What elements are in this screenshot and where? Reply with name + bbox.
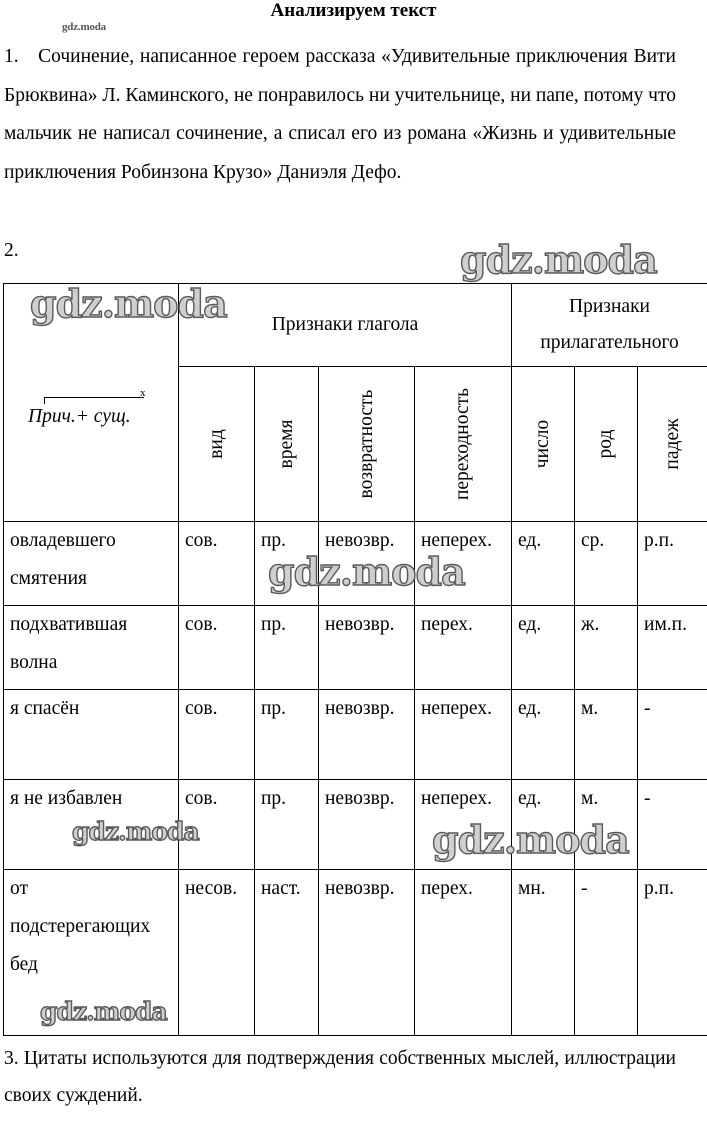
watermark: gdz.moda	[268, 549, 465, 594]
group-adjective-header	[512, 284, 707, 367]
table-cell: ж.	[575, 606, 638, 690]
table-cell: сов.	[179, 522, 255, 606]
table-cell: ед.	[512, 780, 575, 870]
group-adjective-line2: прилагательного	[540, 332, 679, 353]
table-cell: ср.	[575, 522, 638, 606]
table-cell: перех.	[415, 606, 512, 690]
row-phrase: подхватившая волна	[4, 606, 179, 690]
table-row	[4, 606, 707, 690]
table-cell: пр.	[255, 690, 319, 780]
header-perekhodnost: переходность	[415, 367, 512, 522]
table-row	[4, 870, 707, 1036]
table-cell: пр.	[255, 780, 319, 870]
watermark: gdz.moda	[460, 237, 657, 282]
header-vremya: время	[255, 367, 319, 522]
table-cell: мн.	[512, 870, 575, 1036]
corner-cell	[4, 284, 179, 522]
table-cell: -	[638, 690, 707, 780]
header-vid: вид	[179, 367, 255, 522]
table-row	[4, 522, 707, 606]
table-cell: неперех.	[415, 690, 512, 780]
watermark: gdz.moda	[432, 817, 629, 862]
table-cell: невозвр.	[319, 780, 415, 870]
row-phrase: овладевшего смятения	[4, 522, 179, 606]
header-padezh: падеж	[638, 367, 707, 522]
group-verb-header: Признаки глагола	[179, 284, 512, 367]
table-cell: невозвр.	[319, 522, 415, 606]
row-phrase: от подстерегающих бед	[4, 870, 179, 1036]
table-cell: пр.	[255, 606, 319, 690]
table-cell: неперех.	[415, 522, 512, 606]
table-cell: -	[638, 780, 707, 870]
header-vozvratnost: возвратность	[319, 367, 415, 522]
table-cell: им.п.	[638, 606, 707, 690]
table-cell: невозвр.	[319, 690, 415, 780]
table-cell: ед.	[512, 522, 575, 606]
table-cell: -	[575, 870, 638, 1036]
small-watermark: gdz.moda	[62, 21, 106, 33]
watermark: gdz.moda	[72, 817, 199, 846]
table-row	[4, 780, 707, 870]
formula-mark: x	[140, 387, 146, 399]
corner-formula: Прич.+ сущ.	[28, 406, 131, 427]
row-phrase: я спасён	[4, 690, 179, 780]
table-cell: невозвр.	[319, 606, 415, 690]
answer-paragraph-3: 3. Цитаты используются для подтверждения собственных мыслей, иллюстрации своих суждений.	[4, 1048, 676, 1106]
header-chislo: число	[512, 367, 575, 522]
table-cell: р.п.	[638, 870, 707, 1036]
watermark: gdz.moda	[30, 281, 227, 326]
table-cell: ед.	[512, 690, 575, 780]
formula-tick	[44, 397, 45, 404]
answer-paragraph-1: 1. Сочинение, написанное героем рассказа «Удивительные приключения Вити Брюквина» Л. Каминского, не понравилось ни учительнице, ни папе, потому что мальчик не написал сочинение, а списал его из романа «Жизнь и удивительные приключения Робинзона Крузо» Даниэля Дефо.	[4, 46, 676, 183]
table-cell: сов.	[179, 690, 255, 780]
table-cell: несов.	[179, 870, 255, 1036]
page-title: Анализируем текст	[270, 0, 437, 21]
table-cell: неперех.	[415, 780, 512, 870]
analysis-table	[3, 283, 707, 1036]
header-rod: род	[575, 367, 638, 522]
table-cell: перех.	[415, 870, 512, 1036]
table-cell: м.	[575, 690, 638, 780]
table-cell: сов.	[179, 780, 255, 870]
formula-underline	[44, 397, 144, 398]
row-phrase: я не избавлен	[4, 780, 179, 870]
table-row	[4, 690, 707, 780]
table-cell: м.	[575, 780, 638, 870]
watermark: gdz.moda	[40, 997, 167, 1026]
table-cell: пр.	[255, 522, 319, 606]
answer-number-2: 2.	[4, 240, 19, 261]
table-cell: ед.	[512, 606, 575, 690]
table-cell: невозвр.	[319, 870, 415, 1036]
table-cell: наст.	[255, 870, 319, 1036]
table-cell: сов.	[179, 606, 255, 690]
group-adjective-line1: Признаки	[569, 296, 650, 317]
table-cell: р.п.	[638, 522, 707, 606]
header-row-groups	[4, 284, 707, 367]
